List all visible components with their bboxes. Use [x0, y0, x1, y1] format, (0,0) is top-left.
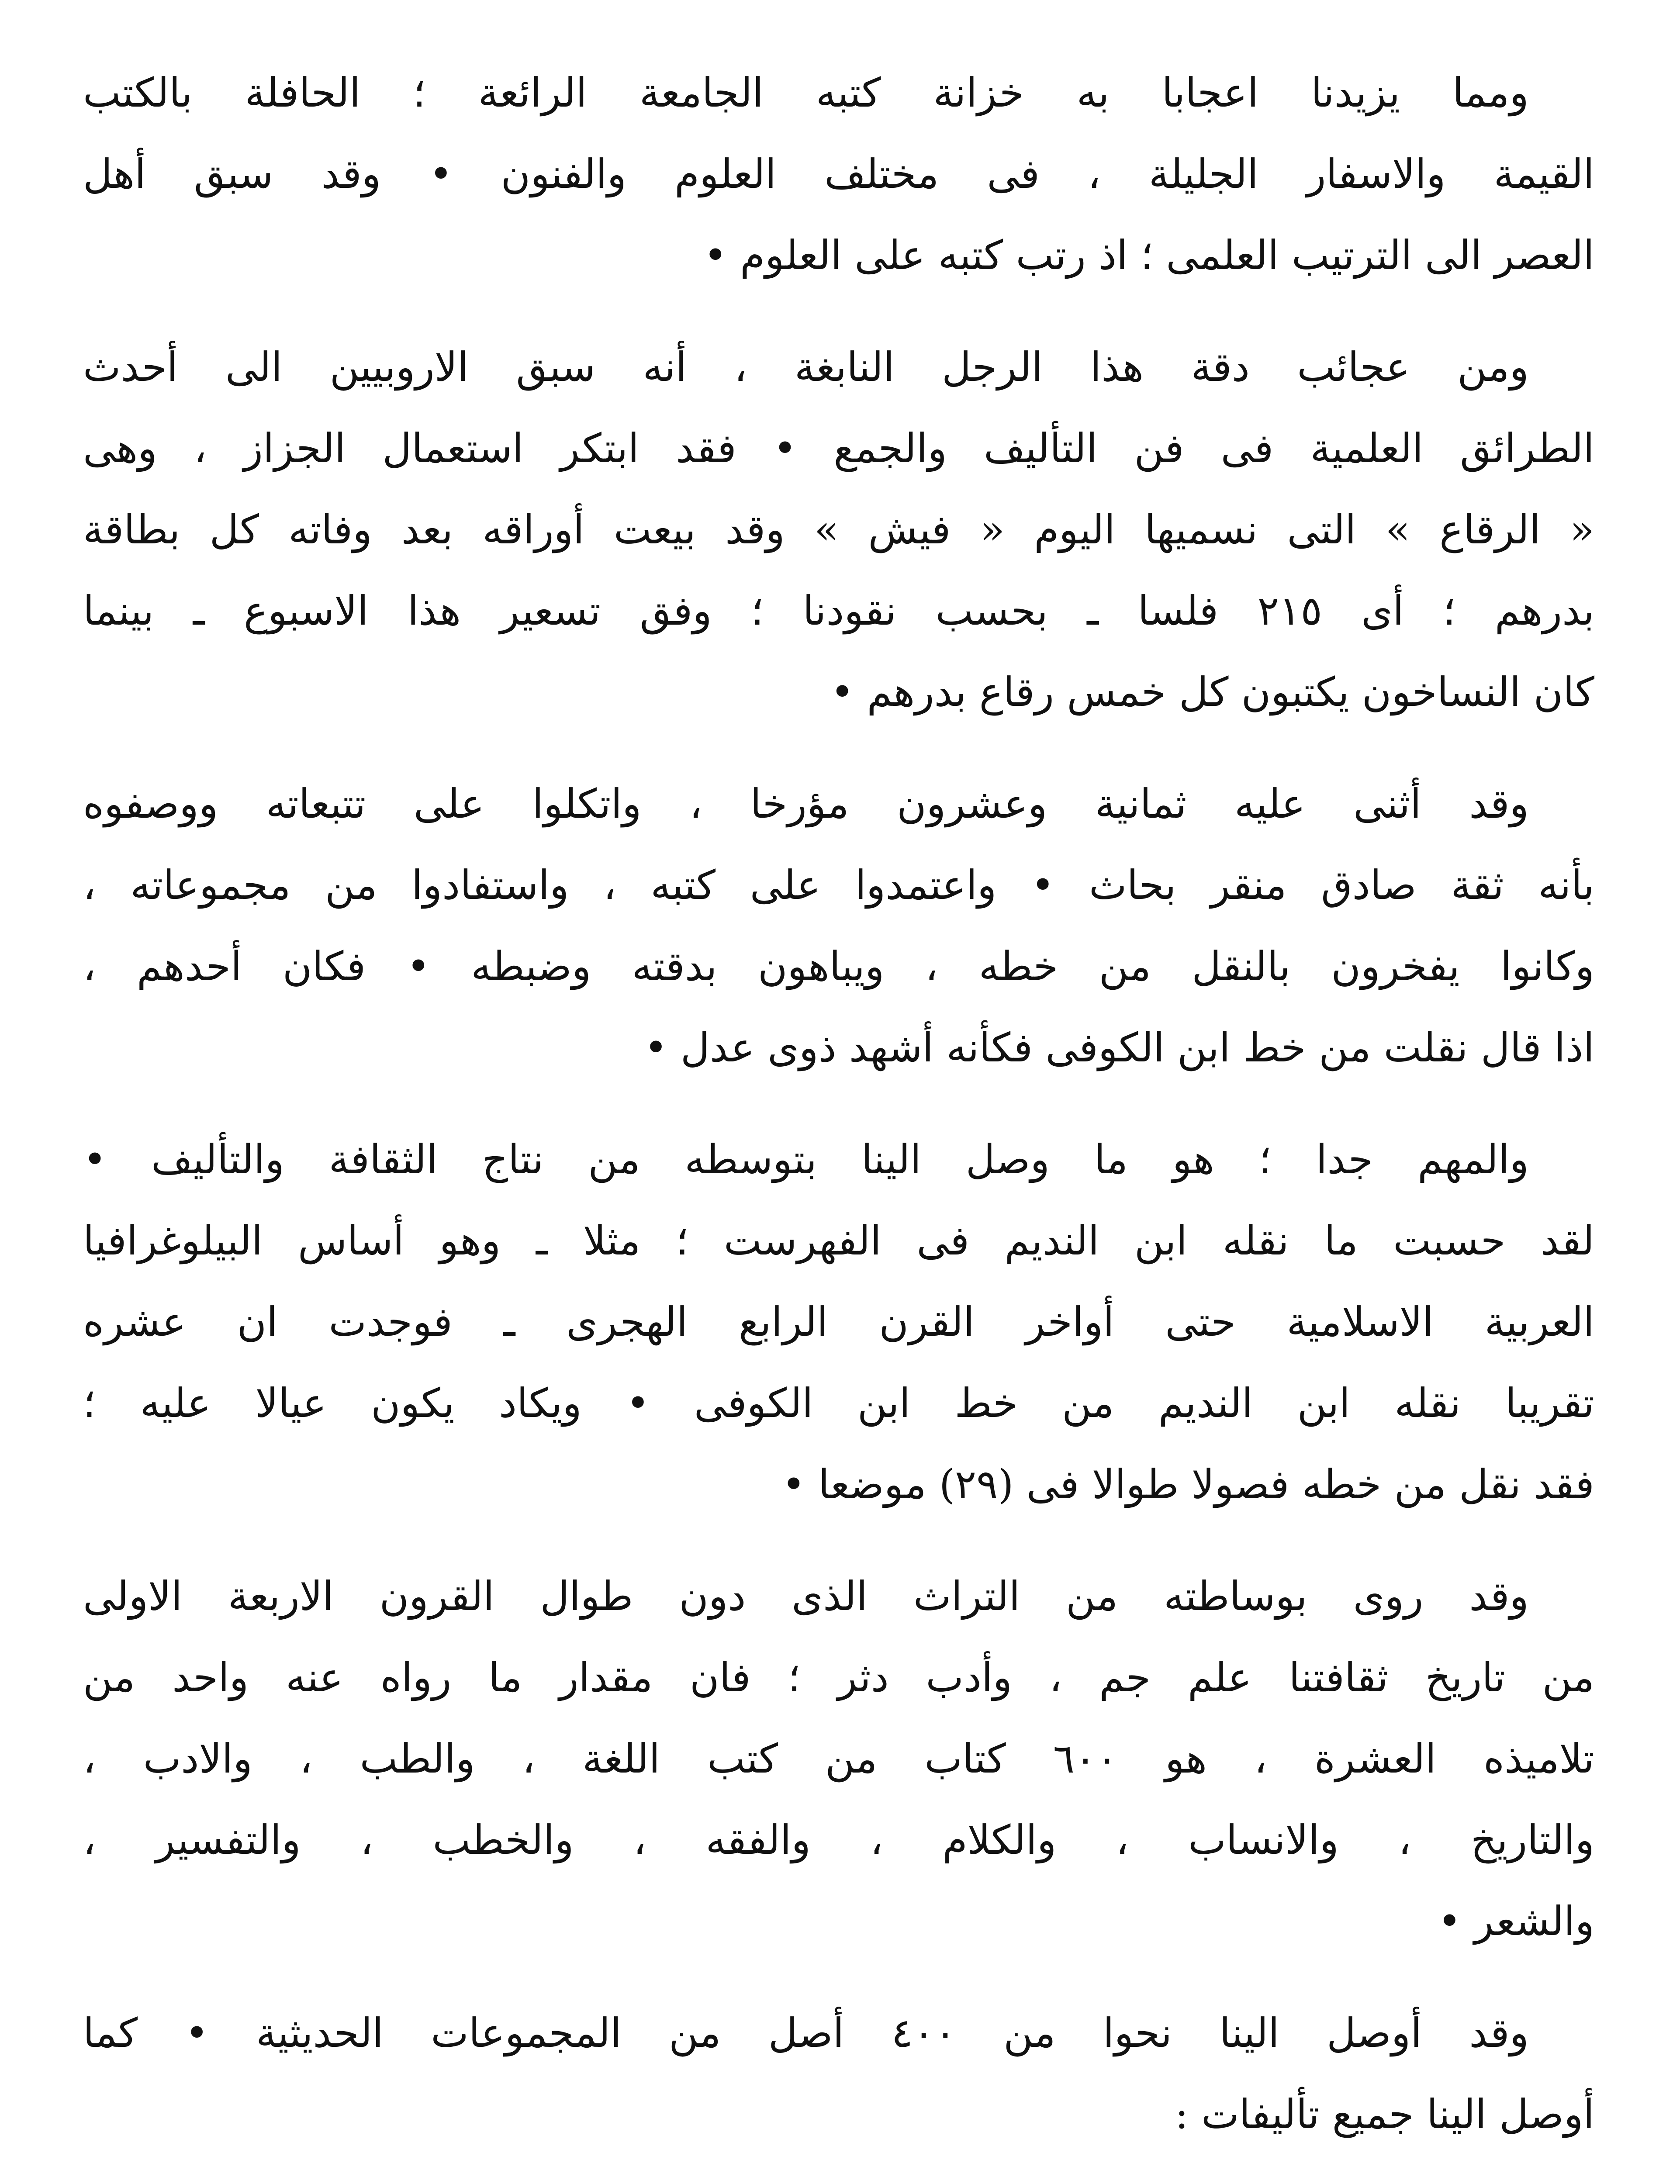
text-line: وقد أوصل الينا نحوا من ٤٠٠ أصل من المجموعات الحديثية • كما — [83, 2010, 1529, 2056]
text-line: من تاريخ ثقافتنا علم جم ، وأدب دثر ؛ فان مقدار ما رواه عنه واحد من — [83, 1654, 1594, 1701]
text-line: كان النساخون يكتبون كل خمس رقاع بدرهم • — [830, 669, 1594, 715]
text-line: ومن عجائب دقة هذا الرجل النابغة ، أنه سبق الاروبيين الى أحدث — [83, 344, 1529, 390]
text-line: العربية الاسلامية حتى أواخر القرن الرابع الهجرى ـ فوجدت ان عشره — [83, 1299, 1594, 1345]
paragraph-2 — [83, 327, 1594, 733]
text-line: والشعر • — [1438, 1898, 1594, 1945]
text-line: أوصل الينا جميع تأليفات : — [1175, 2091, 1594, 2138]
text-line: لقد حسبت ما نقله ابن النديم فى الفهرست ؛ مثلا ـ وهو أساس البيلوغرافيا — [83, 1217, 1594, 1264]
text-line: القيمة والاسفار الجليلة ، فى مختلف العلوم والفنون • وقد سبق أهل — [83, 151, 1594, 197]
text-line: وقد أثنى عليه ثمانية وعشرون مؤرخا ، واتكلوا على تتبعاته ووصفوه — [83, 781, 1529, 827]
text-line: « الرقاع » التى نسميها اليوم « فيش » وقد بيعت أوراقه بعد وفاته كل بطاقة — [83, 506, 1594, 553]
paragraph-1 — [83, 52, 1594, 296]
body-text — [83, 52, 1594, 2184]
text-line: تلاميذه العشرة ، هو ٦٠٠ كتاب من كتب اللغة ، والطب ، والادب ، — [83, 1735, 1594, 1782]
text-line: وقد روى بوساطته من التراث الذى دون طوال القرون الاربعة الاولى — [83, 1573, 1529, 1620]
paragraph-4 — [83, 1119, 1594, 1525]
text-line: ومما يزيدنا اعجابا به خزانة كتبه الجامعة الرائعة ؛ الحافلة بالكتب — [83, 69, 1529, 116]
paragraph-3 — [83, 764, 1594, 1089]
text-line: والتاريخ ، والانساب ، والكلام ، والفقه ، والخطب ، والتفسير ، — [83, 1817, 1594, 1863]
text-line: اذا قال نقلت من خط ابن الكوفى فكأنه أشهد ذوى عدل • — [644, 1024, 1594, 1071]
text-line: الطرائق العلمية فى فن التأليف والجمع • فقد ابتكر استعمال الجزاز ، وهى — [83, 425, 1594, 472]
text-line: بأنه ثقة صادق منقر بحاث • واعتمدوا على كتبه ، واستفادوا من مجموعاته ، — [83, 862, 1594, 909]
paragraph-5 — [83, 1556, 1594, 1962]
paragraph-6 — [83, 1993, 1594, 2155]
text-line: العصر الى الترتيب العلمى ؛ اذ رتب كتبه على العلوم • — [703, 232, 1594, 279]
text-line: بدرهم ؛ أى ٢١٥ فلسا ـ بحسب نقودنا ؛ وفق تسعير هذا الاسبوع ـ بينما — [83, 587, 1594, 634]
text-line: فقد نقل من خطه فصولا طوالا فى (٢٩) موضعا • — [781, 1461, 1594, 1508]
text-line: تقريبا نقله ابن النديم من خط ابن الكوفى • ويكاد يكون عيالا عليه ؛ — [83, 1380, 1594, 1427]
text-line: وكانوا يفخرون بالنقل من خطه ، ويباهون بدقته وضبطه • فكان أحدهم ، — [83, 943, 1594, 990]
text-line: والمهم جدا ؛ هو ما وصل الينا بتوسطه من نتاج الثقافة والتأليف • — [83, 1136, 1529, 1183]
